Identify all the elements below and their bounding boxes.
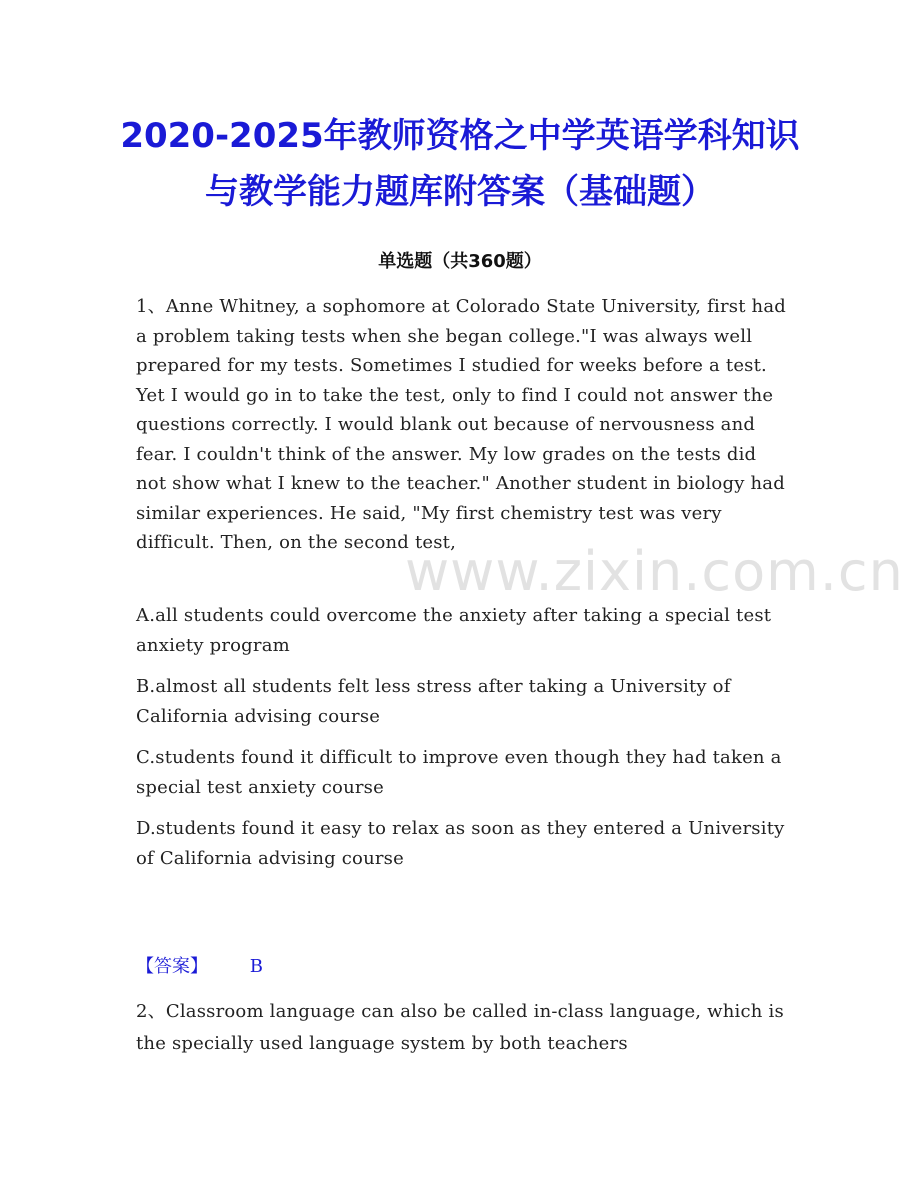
question-2-text: 2、Classroom language can also be called in-class language, which is the specially used language system by both teachers xyxy=(136,1001,790,1054)
answer-value: B xyxy=(249,956,263,977)
section-heading: 单选题（共360题） xyxy=(378,251,542,272)
answer-row xyxy=(136,952,263,981)
option-d: D.students found it easy to relax as soon as they entered a University of California advising course xyxy=(136,818,791,869)
option-a: A.all students could overcome the anxiety after taking a special test anxiety program xyxy=(136,605,778,656)
option-c: C.students found it difficult to improve even though they had taken a special test anxiety course xyxy=(136,747,788,798)
answer-label: 【答案】 xyxy=(136,956,208,977)
watermark: www.zixin.com.cn xyxy=(405,540,904,603)
document-title: 2020-2025年教师资格之中学英语学科知识与教学能力题库附答案（基础题） xyxy=(120,116,800,212)
option-b: B.almost all students felt less stress after taking a University of California advising course xyxy=(136,676,737,727)
question-1-text: 1、Anne Whitney, a sophomore at Colorado State University, first had a problem taking tests when she began college."I was always well prepared for my tests. Sometimes I studied for weeks before a test. Yet I would go in to take the test, only to find I could not answer the questions correctly. I would blank out because of nervousness and fear. I couldn't think of the answer. My low grades on the tests did not show what I knew to the teacher." Another student in biology had similar experiences. He said, "My first chemistry test was very difficult. Then, on the second test, xyxy=(136,296,792,553)
